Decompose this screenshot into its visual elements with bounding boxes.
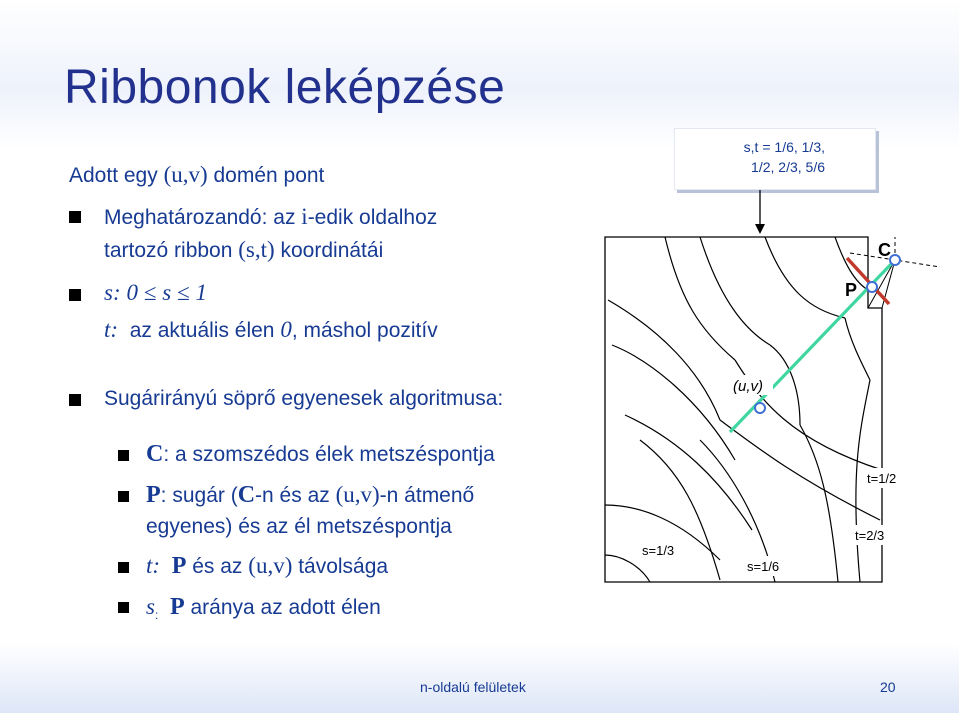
t-text-a: az aktuális élen	[129, 319, 281, 342]
sub3-uv: (u,v)	[248, 553, 293, 578]
sub2-C: C	[237, 482, 256, 508]
label-P: P	[845, 280, 858, 300]
label-s-sixth: s=1/6	[747, 559, 780, 574]
label-t-two-thirds: t=2/3	[855, 528, 885, 543]
callout-line1: s,t = 1/6, 1/3,	[743, 139, 825, 155]
slide-title: Ribbonok leképzése	[64, 61, 506, 114]
bullet1-i: i	[301, 204, 308, 229]
t-text-b: , máshol pozitív	[291, 319, 438, 342]
sub2-uv: (u,v)	[335, 482, 380, 507]
bullet1-text-b: -edik oldalhoz	[307, 206, 438, 229]
bullet1-text-c: tartozó ribbon	[104, 239, 239, 262]
sub4-subscript: :	[154, 608, 159, 623]
s-zero: 0	[126, 280, 138, 305]
s-var: s:	[104, 280, 121, 305]
s-mid: s	[162, 280, 172, 305]
callout-line2: 1/2, 2/3, 5/6	[751, 159, 825, 175]
leq-sign: ≤	[177, 280, 190, 305]
sub2-b: -n és az	[255, 484, 336, 507]
bullet1-text-a: Meghatározandó: az	[104, 206, 302, 229]
sub3-b: távolsága	[292, 555, 389, 578]
sub4-a: aránya az adott élen	[184, 596, 381, 619]
sub3-t: t:	[146, 553, 161, 578]
sub3-a: és az	[186, 555, 249, 578]
point-P-marker	[867, 282, 877, 292]
bullet1-text-d: koordinátái	[274, 239, 384, 262]
intro-prefix: Adott egy	[69, 164, 164, 187]
sub2-c: -n átmenő	[379, 484, 475, 507]
point-C-marker	[890, 255, 900, 265]
label-t-half: t=1/2	[867, 471, 897, 486]
leq-sign: ≤	[143, 280, 157, 305]
intro-uv: (u,v)	[163, 162, 208, 187]
label-s-third: s=1/3	[642, 543, 675, 558]
footer-title: n-oldalú felületek	[420, 679, 526, 695]
sub1-desc: : a szomszédos élek metszéspontja	[163, 443, 495, 466]
label-C: C	[878, 240, 891, 260]
sub1-C: C	[146, 441, 164, 467]
t-zero: 0	[280, 317, 292, 342]
sub3-P: P	[171, 553, 187, 579]
page-number: 20	[880, 679, 896, 695]
point-uv-marker	[755, 403, 765, 413]
bullet3-text: Sugárirányú söprő egyenesek algoritmusa:	[104, 387, 504, 410]
sub4-P: P	[169, 594, 185, 620]
bullet1-st: (s,t)	[238, 237, 275, 262]
sub2-a: : sugár (	[160, 484, 238, 507]
intro-suffix: domén pont	[207, 164, 325, 187]
sub4-s: s	[146, 594, 155, 619]
t-var: t:	[104, 317, 119, 342]
label-uv: (u,v)	[733, 378, 763, 395]
s-one: 1	[195, 280, 208, 305]
callout-arrow	[755, 190, 765, 234]
sub2-P: P	[146, 482, 161, 508]
sub2-line2: egyenes) és az él metszéspontja	[146, 515, 452, 538]
